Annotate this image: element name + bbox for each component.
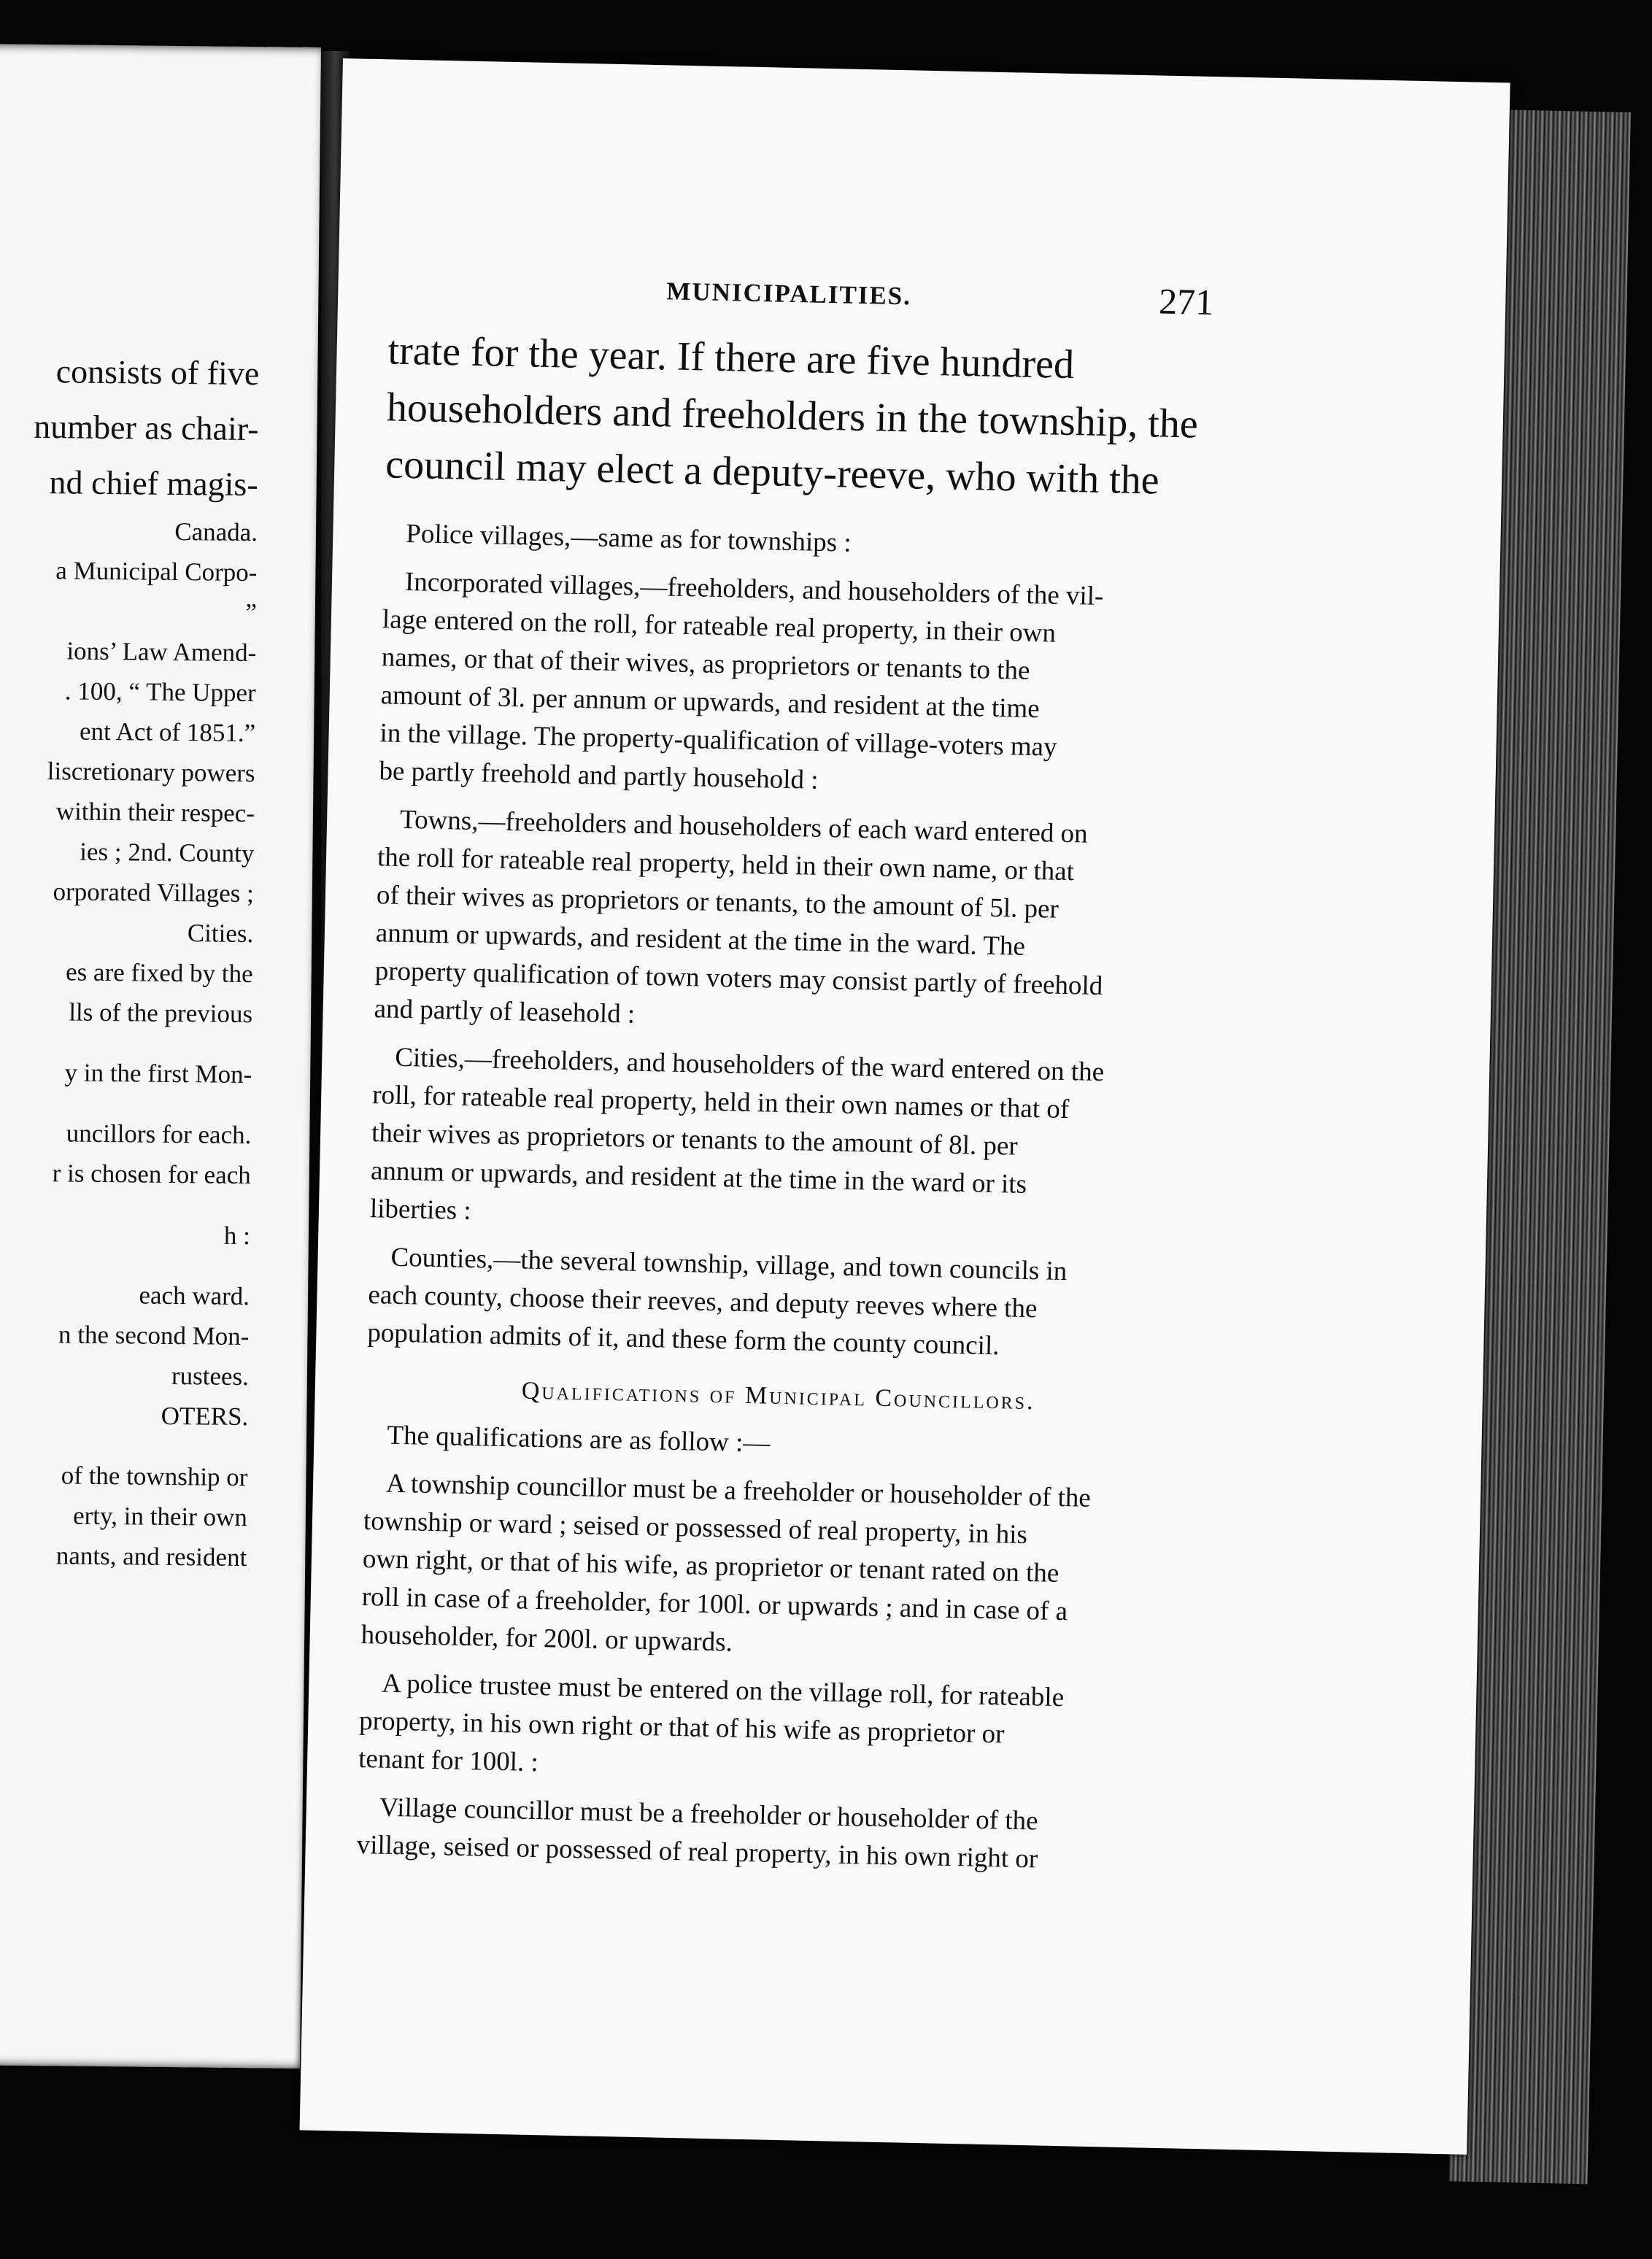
paragraph-line: property, in his own right or that of his wife as proprietor or — [358, 1705, 1005, 1750]
paragraph-line: liberties : — [369, 1194, 472, 1227]
paragraph-line: township or ward ; seised or possessed of real property, in his — [363, 1506, 1028, 1551]
paragraph — [369, 1038, 1197, 1246]
paragraph — [379, 563, 1208, 808]
intro-line: trate for the year. If there are five hundred — [387, 328, 1075, 388]
paragraph-line: Cities,—freeholders, and householders of the ward entered on the — [394, 1042, 1105, 1088]
previous-page-line: h : — [223, 1221, 251, 1251]
previous-page-line: . 100, “ The Upper — [64, 676, 256, 708]
paragraph-line: names, or that of their wives, as proprietors or tenants to the — [381, 642, 1030, 686]
line-gap — [0, 1091, 252, 1115]
previous-page-line: nants, and resident — [55, 1541, 247, 1572]
paragraph-line: The qualifications are as follow :— — [387, 1420, 771, 1459]
line-gap — [0, 1433, 248, 1457]
paragraph-line: householder, for 200l. or upwards. — [360, 1619, 733, 1658]
line-gap — [0, 1252, 250, 1276]
line-gap — [0, 1192, 250, 1216]
paragraph-line: in the village. The property-qualification of village-voters may — [379, 718, 1058, 762]
paragraph-line: annum or upwards, and resident at the time in the ward or its — [370, 1156, 1027, 1200]
previous-page-line: ies ; 2nd. County — [80, 837, 255, 868]
previous-page-line: each ward. — [139, 1281, 250, 1311]
paragraph-line: A township councillor must be a freeholder or householder of the — [385, 1468, 1092, 1513]
current-page — [300, 58, 1510, 2155]
paragraph — [356, 1788, 1182, 1882]
previous-page-line: es are fixed by the — [65, 957, 253, 989]
line-gap — [0, 1030, 252, 1054]
paragraph-line: A police trustee must be entered on the village roll, for rateable — [381, 1668, 1065, 1713]
paragraph-line: Towns,—freeholders and householders of each ward entered on — [399, 804, 1089, 849]
previous-page-line: r is chosen for each — [52, 1159, 251, 1190]
previous-page-line: orporated Villages ; — [53, 877, 255, 908]
previous-page-line: ” — [245, 598, 258, 628]
paragraph-line: roll, for rateable real property, held in their own names or that of — [371, 1080, 1070, 1125]
paragraph-line: population admits of it, and these form the county council. — [367, 1318, 1000, 1362]
previous-page-line: erty, in their own — [72, 1501, 248, 1532]
previous-page-line: rustees. — [171, 1361, 250, 1391]
paragraph — [367, 1238, 1194, 1370]
previous-page-line: within their respec- — [55, 797, 255, 828]
previous-page-line: n the second Mon- — [58, 1320, 250, 1351]
paragraph-line: tenant for 100l. : — [358, 1743, 539, 1778]
paragraph — [374, 800, 1203, 1046]
page-number: 271 — [1158, 280, 1214, 323]
intro-text — [385, 322, 1213, 510]
paragraph — [358, 1664, 1185, 1796]
previous-page-line: ent Act of 1851.” — [79, 717, 256, 748]
voter-qualifications-list — [367, 514, 1209, 1369]
paragraph-line: roll in case of a freeholder, for 100l. or upwards ; and in case of a — [361, 1582, 1068, 1627]
previous-page-line: uncillors for each. — [66, 1119, 252, 1150]
previous-page-line: a Municipal Corpo- — [55, 556, 258, 587]
paragraph-line: Counties,—the several township, village, and town councils in — [390, 1242, 1068, 1287]
previous-page-line: Canada. — [174, 517, 258, 547]
previous-page-line: liscretionary powers — [47, 757, 255, 788]
previous-page-line: nd chief magis- — [49, 463, 258, 503]
previous-page-line: of the township or — [61, 1461, 248, 1492]
paragraph-line: property qualification of town voters may consist partly of freehold — [374, 956, 1103, 1002]
paragraph-line: Incorporated villages,—freeholders, and householders of the vil- — [404, 566, 1104, 611]
paragraph-line: annum or upwards, and resident at the time in the ward. The — [375, 918, 1026, 962]
paragraph-line: village, seised or possessed of real property, in his own right or — [356, 1829, 1038, 1874]
paragraph-line: and partly of leasehold : — [374, 994, 636, 1030]
paragraph-line: amount of 3l. per annum or upwards, and resident at the time — [380, 680, 1041, 725]
paragraph — [360, 1464, 1189, 1672]
previous-page-line: lls of the previous — [69, 997, 253, 1029]
previous-page-line: y in the first Mon- — [64, 1058, 252, 1089]
paragraph-line: their wives as proprietors or tenants to the amount of 8l. per — [371, 1118, 1019, 1162]
previous-page-line: consists of five — [55, 352, 260, 393]
councillor-qualifications-list — [356, 1416, 1190, 1882]
previous-page-line: OTERS. — [161, 1401, 249, 1432]
paragraph-line: lage entered on the roll, for rateable real property, in their own — [382, 604, 1057, 649]
paragraph-line: be partly freehold and partly household : — [379, 756, 819, 795]
previous-page-line: ions’ Law Amend- — [66, 636, 257, 668]
intro-line: householders and freeholders in the township, the — [386, 385, 1199, 447]
paragraph — [365, 1416, 1190, 1472]
previous-page-text — [0, 342, 260, 1578]
running-title: MUNICIPALITIES. — [666, 277, 912, 311]
paragraph-line: Village councillor must be a freeholder or householder of the — [379, 1792, 1038, 1837]
paragraph — [384, 514, 1209, 570]
paragraph-line: Police villages,—same as for townships : — [405, 518, 852, 558]
paragraph-line: each county, choose their reeves, and deputy reeves where the — [368, 1280, 1038, 1324]
section-heading: Qualifications of Municipal Councillors. — [521, 1377, 1036, 1416]
previous-page-line: number as chair- — [34, 407, 259, 448]
previous-page — [0, 44, 321, 2069]
intro-line: council may elect a deputy-reeve, who with the — [385, 441, 1160, 503]
page-content — [356, 271, 1214, 1891]
paragraph-line: of their wives as proprietors or tenants, to the amount of 5l. per — [376, 880, 1059, 924]
paragraph-line: the roll for rateable real property, held in their own name, or that — [377, 842, 1075, 887]
previous-page-line: Cities. — [187, 919, 254, 949]
paragraph-line: own right, or that of his wife, as proprietor or tenant rated on the — [362, 1544, 1059, 1589]
